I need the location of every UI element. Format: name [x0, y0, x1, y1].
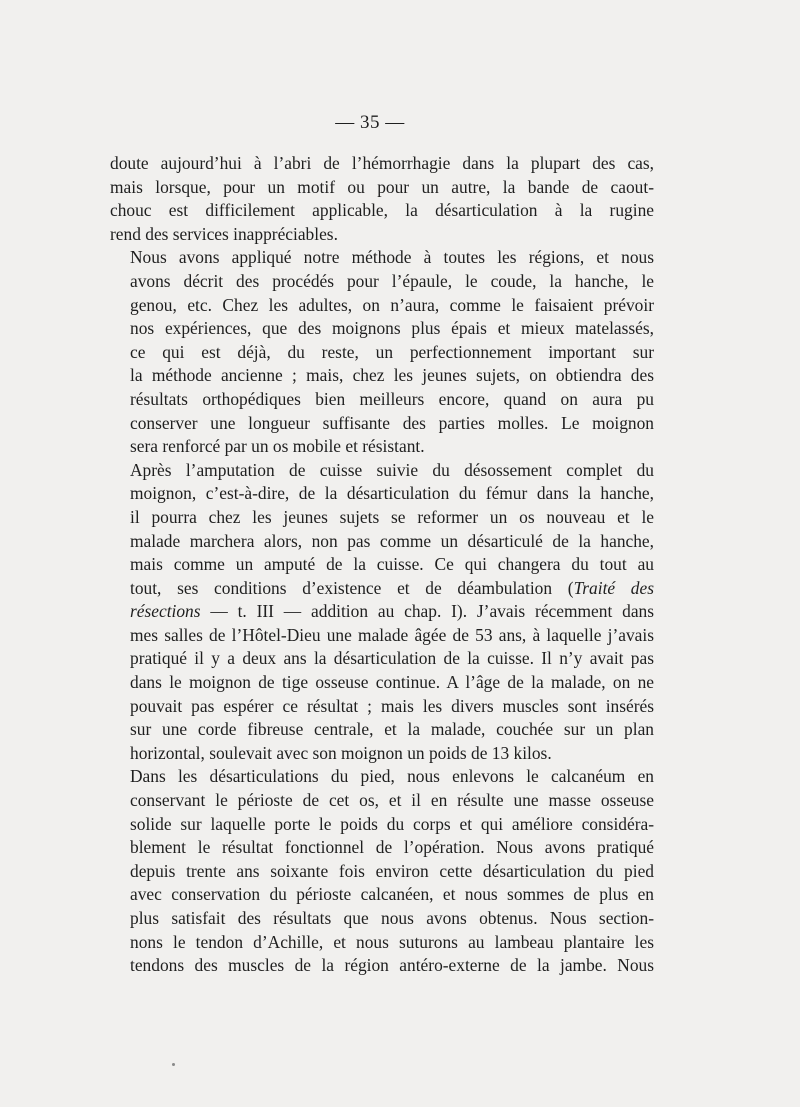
- text-line: Dans les désarticulations du pied, nous enlevons le calcanéum en: [130, 766, 654, 787]
- paragraph-2: [110, 246, 654, 458]
- text-line: Nous avons appliqué notre méthode à toutes les régions, et nous: [130, 247, 654, 268]
- text-line: chouc est difficilement applicable, la désarticulation à la rugine: [110, 200, 654, 221]
- text-line: conservant le périoste de cet os, et il en résulte une masse osseuse: [130, 790, 654, 811]
- paragraph-3: [110, 459, 654, 766]
- page-number: — 35 —: [335, 112, 405, 133]
- text-line: mes salles de l’Hôtel-Dieu une malade âgée de 53 ans, à laquelle j’avais: [130, 624, 654, 645]
- text-line: genou, etc. Chez les adultes, on n’aura, comme le faisaient prévoir: [130, 294, 654, 315]
- text-line: moignon, c’est-à-dire, de la désarticulation du fémur dans la hanche,: [130, 483, 654, 504]
- text-line: mais lorsque, pour un motif ou pour un autre, la bande de caout-: [110, 176, 654, 197]
- text-line: doute aujourd’hui à l’abri de l’hémorrhagie dans la plupart des cas,: [110, 153, 654, 173]
- text-line: pouvait pas espérer ce résultat ; mais les divers muscles sont insérés: [130, 695, 654, 716]
- text-line: solide sur laquelle porte le poids du corps et qui améliore considéra-: [130, 813, 654, 834]
- text-line: blement le résultat fonctionnel de l’opération. Nous avons pratiqué: [130, 837, 654, 858]
- text-line: pratiqué il y a deux ans la désarticulation de la cuisse. Il n’y avait pas: [130, 648, 654, 669]
- text-line: ce qui est déjà, du reste, un perfectionnement important sur: [130, 341, 654, 362]
- text-line: avons décrit des procédés pour l’épaule, le coude, la hanche, le: [130, 270, 654, 291]
- text-line: sur une corde fibreuse centrale, et la malade, couchée sur un plan: [130, 719, 654, 740]
- text-line: la méthode ancienne ; mais, chez les jeunes sujets, on obtiendra des: [130, 365, 654, 386]
- text-line: sera renforcé par un os mobile et résistant.: [130, 436, 425, 457]
- text-line: Après l’amputation de cuisse suivie du désossement complet du: [130, 459, 654, 480]
- text-line: avec conservation du périoste calcanéen, et nous sommes de plus en: [130, 884, 654, 905]
- paper-speck: [172, 1063, 175, 1066]
- paragraph-4: [110, 765, 654, 977]
- text-line: rend des services inappréciables.: [110, 223, 338, 244]
- paragraph-1: [110, 152, 654, 246]
- text-line: plus satisfait des résultats que nous avons obtenus. Nous section-: [130, 908, 654, 928]
- text-line-with-citation: [110, 600, 654, 624]
- citation-title: Traité des: [573, 577, 654, 598]
- text-fragment: — t. III — addition au chap. I). J’avais récemment dans: [200, 601, 654, 622]
- text-line-with-citation: [110, 577, 654, 601]
- text-line: résultats orthopédiques bien meilleurs encore, quand on aura pu: [130, 388, 654, 409]
- text-line: mais comme un amputé de la cuisse. Ce qui changera du tout au: [130, 554, 654, 575]
- text-line: conserver une longueur suffisante des parties molles. Le moignon: [130, 412, 654, 433]
- text-line: nos expériences, que des moignons plus épais et mieux matelassés,: [130, 318, 654, 339]
- text-line: malade marchera alors, non pas comme un désarticulé de la hanche,: [130, 530, 654, 551]
- text-fragment: tout, ses conditions d’existence et de déambulation (: [130, 577, 574, 598]
- text-line: horizontal, soulevait avec son moignon un poids de 13 kilos.: [130, 742, 552, 763]
- text-line: nons le tendon d’Achille, et nous suturons au lambeau plantaire les: [130, 931, 654, 952]
- text-line: tendons des muscles de la région antéro-externe de la jambe. Nous: [130, 955, 654, 976]
- body-text: [110, 152, 654, 978]
- citation-title-continued: résections: [130, 601, 201, 622]
- text-line: dans le moignon de tige osseuse continue. A l’âge de la malade, on ne: [130, 672, 654, 693]
- text-line: depuis trente ans soixante fois environ cette désarticulation du pied: [130, 860, 654, 881]
- text-line: il pourra chez les jeunes sujets se reformer un os nouveau et le: [130, 506, 654, 527]
